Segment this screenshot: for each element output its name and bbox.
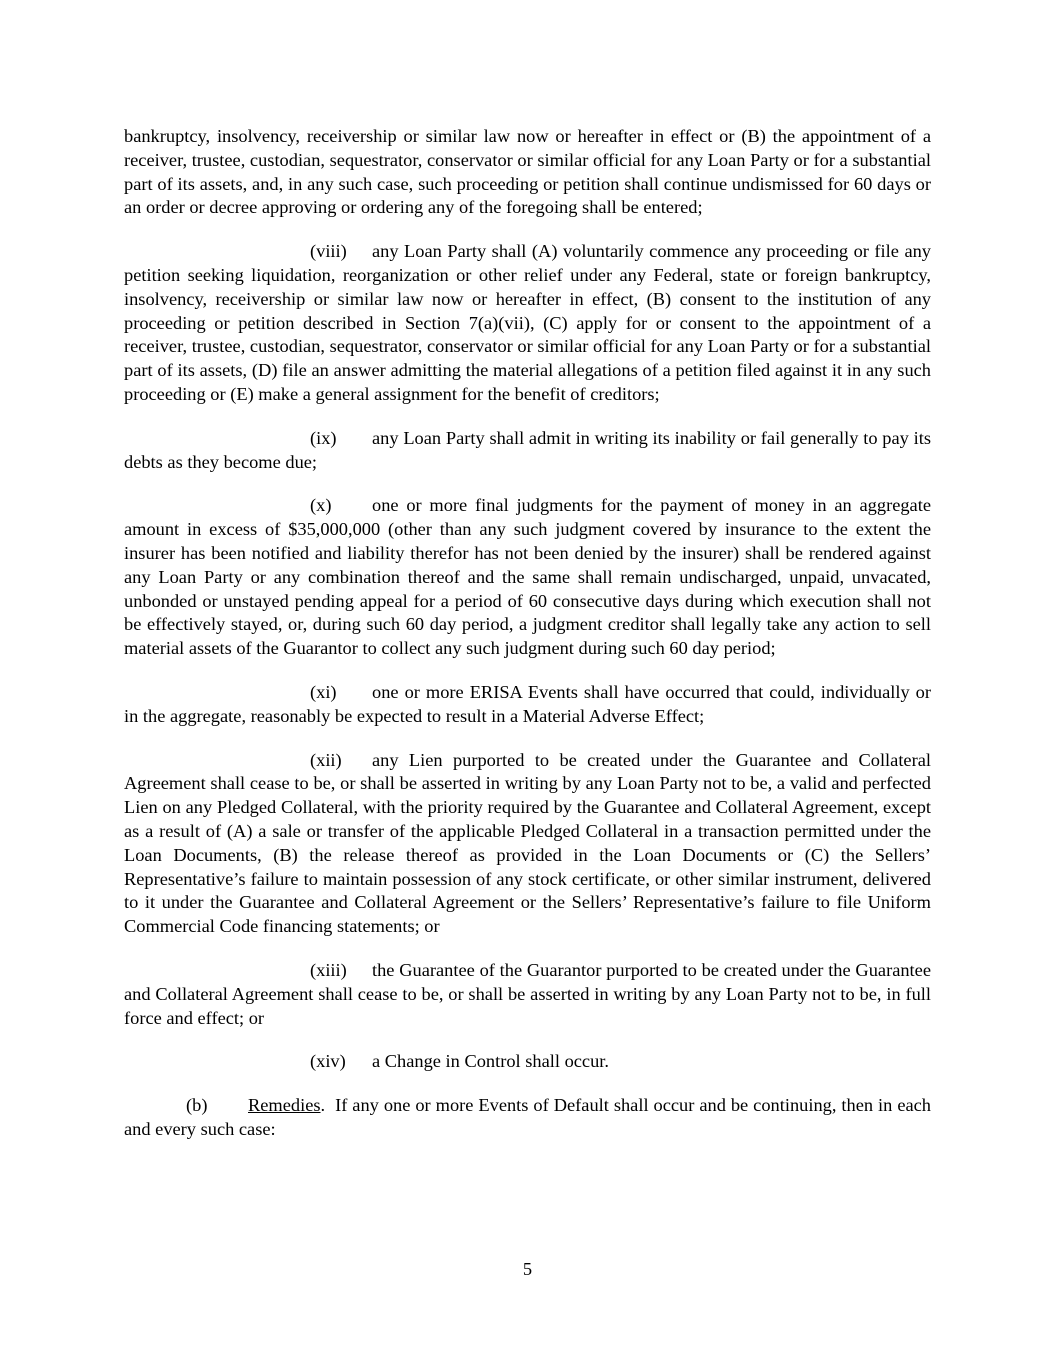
clause-number: (viii) <box>310 241 347 262</box>
clause-number: (xiv) <box>310 1051 346 1072</box>
clause-xi <box>124 681 931 729</box>
clause-viii <box>124 240 931 407</box>
clause-x <box>124 494 931 661</box>
section-heading: Remedies <box>248 1095 321 1116</box>
section-b-remedies <box>124 1094 931 1142</box>
clause-number: (ix) <box>310 427 337 448</box>
clause-text: one or more ERISA Events shall have occurred that could, individually or in the aggregate, reasonably be expected to result in a Material Adverse Effect; <box>124 681 931 726</box>
clause-xiii <box>124 959 931 1030</box>
clause-text: any Lien purported to be created under the Guarantee and Collateral Agreement shall cease to be, or shall be asserted in writing by any Loan Party not to be, a valid and perfected Lien on any Pledged Collateral, with the priority required by the Guarantee and Collateral Agreement, except as a result of (A) a sale or transfer of the applicable Pledged Collateral in a transaction permitted under the Loan Documents, (B) the release thereof as provided in the Loan Documents or (C) the Sellers’ Representative’s failure to maintain possession of any stock certificate, or other similar instrument, delivered to it under the Guarantee and Collateral Agreement or the Sellers’ Representative’s failure to file Uniform Commercial Code financing statements; or <box>124 749 931 937</box>
clause-number: (xiii) <box>310 959 347 980</box>
clause-text: any Loan Party shall (A) voluntarily commence any proceeding or file any petition seeking liquidation, reorganization or other relief under any Federal, state or foreign bankruptcy, insolvency, receivership or similar law now or hereafter in effect, (B) consent to the institution of any proceeding or petition described in Section 7(a)(vii), (C) apply for or consent to the appointment of a receiver, trustee, custodian, sequestrator, conservator or similar official for any Loan Party or for a substantial part of its assets, (D) file an answer admitting the material allegations of a petition filed against it in any such proceeding or (E) make a general assignment for the benefit of creditors; <box>124 241 931 404</box>
clause-number: (xi) <box>310 681 337 702</box>
clause-text: one or more final judgments for the payment of money in an aggregate amount in excess of $35,000,000 (other than any such judgment covered by insurance to the extent the insurer has been notified and liability therefor has not been denied by the insurer) shall be rendered against any Loan Party or any combination thereof and the same shall remain undischarged, unpaid, unvacated, unbonded or unstayed pending appeal for a period of 60 consecutive days during which execution shall not be effectively stayed, or, during such 60 day period, a judgment creditor shall legally take any action to sell material assets of the Guarantor to collect any such judgment during such 60 day period; <box>124 495 931 659</box>
clause-xiv <box>124 1050 931 1074</box>
continuation-paragraph: bankruptcy, insolvency, receivership or similar law now or hereafter in effect or (B) the appointment of a receiver, trustee, custodian, sequestrator, conservator or similar official for any Loan Party or for a substantial part of its assets, and, in any such case, such proceeding or petition shall continue undismissed for 60 days or an order or decree approving or ordering any of the foregoing shall be entered; <box>124 126 931 218</box>
clause-number: (x) <box>310 495 332 516</box>
clause-xii <box>124 749 931 939</box>
clause-text: the Guarantee of the Guarantor purported to be created under the Guarantee and Collateral Agreement shall cease to be, or shall be asserted in writing by any Loan Party not to be, in full force and effect; or <box>124 959 931 1028</box>
clause-ix <box>124 427 931 475</box>
clause-number: (xii) <box>310 749 342 770</box>
page-number: 5 <box>522 1259 533 1279</box>
clause-text: any Loan Party shall admit in writing its inability or fail generally to pay its debts as they become due; <box>124 427 931 472</box>
section-heading-period: . <box>320 1095 326 1116</box>
section-text: If any one or more Events of Default shall occur and be continuing, then in each and every such case: <box>124 1095 932 1139</box>
clause-text: a Change in Control shall occur. <box>372 1051 609 1072</box>
section-number: (b) <box>186 1095 208 1116</box>
document-page <box>124 125 931 1162</box>
